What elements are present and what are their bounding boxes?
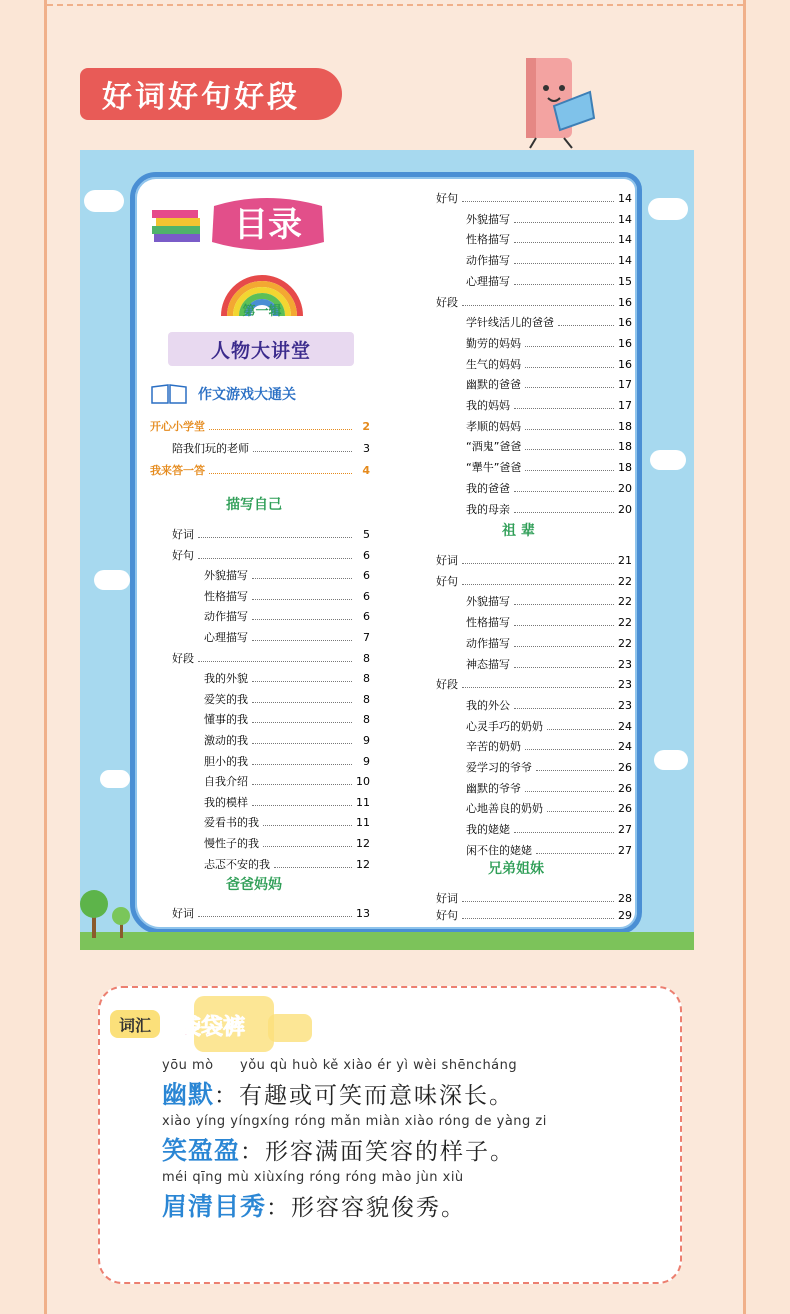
toc-entry-label: 好段 <box>436 678 458 692</box>
toc-leader-dots <box>462 901 614 902</box>
toc-entry-page: 22 <box>618 636 632 650</box>
toc-leader-dots <box>252 743 352 744</box>
toc-entry <box>204 856 370 870</box>
toc-entry-label: 好句 <box>436 909 458 922</box>
toc-entry-label: 忐忑不安的我 <box>204 857 270 871</box>
word-pinyin: méi qīng mù xiù <box>162 1170 275 1185</box>
vocab-word: 眉清目秀 <box>162 1192 267 1221</box>
toc-entry-page: 16 <box>618 295 632 309</box>
toc-entry-page: 13 <box>356 907 370 920</box>
vocab-entry <box>162 1058 517 1111</box>
toc-leader-dots <box>462 305 614 306</box>
toc-leader-dots <box>525 387 614 388</box>
toc-entry <box>466 593 632 607</box>
toc-entry <box>204 814 370 828</box>
toc-entry-label: 性格描写 <box>204 589 248 603</box>
toc-entry-label: 好段 <box>436 295 458 309</box>
toc-leader-dots <box>252 578 352 579</box>
toc-entry-label: 外貌描写 <box>204 569 248 583</box>
toc-entry-page: 26 <box>618 802 632 816</box>
toc-leader-dots <box>252 681 352 682</box>
toc-entry-label: 外貌描写 <box>466 212 510 226</box>
vocab-pinyin <box>162 1114 547 1129</box>
vocab-definition: ：有趣或可笑而意味深长。 <box>214 1083 515 1109</box>
toc-leader-dots <box>547 811 614 812</box>
toc-entry-label: 生气的妈妈 <box>466 357 521 371</box>
vocab-entry <box>162 1170 466 1223</box>
toc-entry-label: 动作描写 <box>466 636 510 650</box>
toc-entry-label: 辛苦的奶奶 <box>466 740 521 754</box>
vocab-pinyin <box>162 1170 466 1185</box>
toc-leader-dots <box>547 729 614 730</box>
toc-leader-dots <box>525 367 614 368</box>
open-book-icon <box>150 383 188 405</box>
toc-entry <box>466 780 632 794</box>
toc-entry-label: “酒鬼”爸爸 <box>466 440 522 454</box>
toc-entry-label: 好句 <box>436 574 458 588</box>
vocab-definition: ：形容满面笑容的样子。 <box>240 1139 516 1165</box>
vocab-word: 幽默 <box>162 1080 215 1109</box>
toc-entry-page: 9 <box>363 734 370 747</box>
toc-entry-page: 7 <box>363 631 370 644</box>
toc-leader-dots <box>252 784 352 785</box>
toc-entry-label: 我的母亲 <box>466 502 510 516</box>
grass-strip <box>80 932 694 950</box>
toc-entry-label: 胆小的我 <box>204 754 248 768</box>
tree-icon <box>80 880 140 940</box>
toc-entry-page: 20 <box>618 502 632 516</box>
toc-leader-dots <box>514 408 614 409</box>
toc-entry-label: 好词 <box>436 892 458 905</box>
toc-entry <box>466 718 632 732</box>
toc-entry <box>204 773 370 787</box>
toc-entry-page: 16 <box>618 316 632 330</box>
toc-entry-page: 6 <box>363 548 370 562</box>
toc-entry-label: 性格描写 <box>466 233 510 247</box>
toc-leader-dots <box>274 867 352 868</box>
toc-entry <box>204 794 370 808</box>
toc-leader-dots <box>514 646 614 647</box>
toc-leader-dots <box>462 687 614 688</box>
toc-entry-page: 28 <box>618 892 632 905</box>
toc-entry-page: 6 <box>363 589 370 603</box>
toc-entry-page: 14 <box>618 254 632 268</box>
toc-leader-dots <box>514 491 614 492</box>
toc-entry-label: 幽默的爸爸 <box>466 378 521 392</box>
toc-entry-page: 8 <box>363 672 370 686</box>
toc-entry-page: 24 <box>618 719 632 733</box>
toc-entry-page: 22 <box>618 595 632 609</box>
toc-entry-page: 18 <box>618 461 632 475</box>
toc-leader-dots <box>525 429 614 430</box>
toc-entry <box>436 890 632 904</box>
toc-entry-page: 26 <box>618 781 632 795</box>
toc-leader-dots <box>525 470 614 471</box>
toc-entry-label: 好词 <box>172 528 194 541</box>
vocab-pinyin <box>162 1058 517 1073</box>
toc-leader-dots <box>462 563 614 564</box>
toc-entry-label: 心理描写 <box>466 274 510 288</box>
toc-entry-page: 16 <box>618 357 632 371</box>
toc-entry <box>466 635 632 649</box>
toc-leader-dots <box>252 702 352 703</box>
toc-entry-page: 22 <box>618 616 632 630</box>
chapter-banner: 人物大讲堂 <box>168 332 354 366</box>
toc-entry-page: 29 <box>618 909 632 922</box>
toc-entry-label: 爱学习的爷爷 <box>466 761 532 774</box>
section-zubei: 祖 辈 <box>502 523 535 539</box>
section-baba-mama: 爸爸妈妈 <box>226 877 282 893</box>
toc-entry-page: 14 <box>618 192 632 205</box>
toc-entry-label: 学针线活儿的爸爸 <box>466 316 554 330</box>
toc-entry <box>204 732 370 746</box>
toc-entry <box>436 294 632 308</box>
toc-entry <box>436 190 632 204</box>
toc-leader-dots <box>252 619 352 620</box>
toc-entry-label: 闲不住的姥姥 <box>466 843 532 857</box>
toc-leader-dots <box>514 512 614 513</box>
toc-leader-dots <box>252 805 352 806</box>
toc-entry <box>466 501 632 515</box>
toc-entry-label: 我的外貌 <box>204 672 248 686</box>
toc-entry-page: 23 <box>618 657 632 671</box>
toc-entry-label: 我来答一答 <box>150 464 205 477</box>
toc-entry <box>466 459 632 473</box>
toc-entry <box>150 418 370 432</box>
toc-entry <box>204 629 370 643</box>
game-heading-label: 作文游戏大通关 <box>198 387 296 403</box>
toc-entry <box>436 573 632 587</box>
toc-entry-page: 2 <box>362 420 370 433</box>
toc-leader-dots <box>198 916 352 917</box>
toc-entry-page: 4 <box>362 464 370 477</box>
toc-entry-page: 12 <box>356 837 370 850</box>
toc-leader-dots <box>514 284 614 285</box>
toc-entry-label: 好句 <box>172 548 194 562</box>
vocab-badge <box>108 992 318 1056</box>
toc-entry-page: 14 <box>618 233 632 247</box>
toc-entry <box>466 438 632 452</box>
reading-book-mascot-icon <box>516 54 600 150</box>
toc-entry-label: 孝顺的妈妈 <box>466 419 521 433</box>
toc-entry-label: 我的模样 <box>204 795 248 809</box>
toc-entry-label: 动作描写 <box>466 254 510 268</box>
toc-entry-page: 14 <box>618 212 632 226</box>
toc-entry-page: 8 <box>363 713 370 727</box>
toc-entry <box>466 614 632 628</box>
toc-entry <box>466 656 632 670</box>
toc-entry <box>204 670 370 684</box>
toc-leader-dots <box>198 558 352 559</box>
toc-entry <box>436 907 632 921</box>
toc-leader-dots <box>514 604 614 605</box>
toc-leader-dots <box>263 825 352 826</box>
toc-leader-dots <box>252 640 352 641</box>
toc-entry <box>466 252 632 266</box>
toc-entry-page: 15 <box>618 274 632 288</box>
toc-leader-dots <box>525 791 614 792</box>
toc-entry-page: 8 <box>363 692 370 706</box>
toc-leader-dots <box>198 537 352 538</box>
toc-leader-dots <box>209 473 352 474</box>
toc-entry <box>204 691 370 705</box>
vocab-line <box>162 1187 466 1223</box>
toc-entry-label: 心理描写 <box>204 631 248 644</box>
toc-entry-page: 11 <box>356 795 370 809</box>
toc-leader-dots <box>253 451 352 452</box>
toc-entry <box>466 231 632 245</box>
toc-entry-page: 27 <box>618 823 632 837</box>
mulu-heading <box>206 194 330 254</box>
toc-entry-label: 我的外公 <box>466 698 510 712</box>
toc-entry-page: 18 <box>618 419 632 433</box>
toc-entry-page: 22 <box>618 574 632 588</box>
toc-entry <box>466 314 632 328</box>
toc-leader-dots <box>514 625 614 626</box>
toc-entry-label: 好词 <box>172 907 194 920</box>
toc-entry-label: 陪我们玩的老师 <box>172 442 249 455</box>
toc-leader-dots <box>462 201 614 202</box>
toc-entry <box>172 547 370 561</box>
toc-entry-label: “犟牛”爸爸 <box>466 461 522 475</box>
toc-leader-dots <box>263 846 352 847</box>
toc-entry-label: 好词 <box>436 554 458 567</box>
toc-entry-label: 激动的我 <box>204 734 248 747</box>
toc-entry <box>466 397 632 411</box>
toc-entry-label: 性格描写 <box>466 616 510 630</box>
word-pinyin: xiào yíng yíng <box>162 1114 261 1129</box>
toc-entry <box>466 842 632 856</box>
toc-entry <box>172 905 370 919</box>
toc-entry-page: 18 <box>618 440 632 454</box>
toc-entry-page: 27 <box>618 843 632 857</box>
vocab-entry <box>162 1114 547 1167</box>
toc-entry-label: 爱看书的我 <box>204 816 259 830</box>
toc-entry-label: 开心小学堂 <box>150 420 205 433</box>
toc-entry-label: 好句 <box>436 192 458 205</box>
toc-leader-dots <box>514 667 614 668</box>
toc-entry <box>172 650 370 664</box>
toc-entry-label: 外貌描写 <box>466 595 510 609</box>
toc-entry <box>466 697 632 711</box>
toc-entry <box>466 335 632 349</box>
vocab-badge-prefix: 词汇 <box>118 1016 152 1035</box>
toc-leader-dots <box>462 918 614 919</box>
toc-entry <box>172 526 370 540</box>
toc-entry-label: 神态描写 <box>466 657 510 671</box>
toc-leader-dots <box>252 722 352 723</box>
toc-entry <box>466 759 632 773</box>
toc-entry-page: 16 <box>618 336 632 350</box>
toc-entry-page: 11 <box>356 816 370 830</box>
toc-entry <box>466 821 632 835</box>
toc-entry-label: 幽默的爷爷 <box>466 781 521 795</box>
mulu-text: 目录 <box>234 205 302 245</box>
toc-entry <box>466 376 632 390</box>
toc-entry-label: 好段 <box>172 651 194 665</box>
toc-entry <box>466 800 632 814</box>
toc-entry <box>172 440 370 454</box>
toc-entry <box>436 676 632 690</box>
toc-entry <box>466 273 632 287</box>
toc-entry-page: 23 <box>618 698 632 712</box>
toc-leader-dots <box>252 764 352 765</box>
toc-entry <box>150 462 370 476</box>
vocab-badge-title: 袋袋裤 <box>178 1015 246 1040</box>
toc-entry <box>204 835 370 849</box>
definition-pinyin: yǒu qù huò kě xiào ér yì wèi shēncháng <box>240 1058 518 1073</box>
toc-leader-dots <box>252 599 352 600</box>
toc-entry-label: 慢性子的我 <box>204 837 259 850</box>
toc-entry-page: 6 <box>363 569 370 583</box>
toc-entry-label: 我的爸爸 <box>466 481 510 495</box>
toc-entry-page: 10 <box>356 775 370 789</box>
toc-entry-page: 9 <box>363 754 370 768</box>
toc-leader-dots <box>525 449 614 450</box>
toc-entry-label: 动作描写 <box>204 610 248 624</box>
toc-leader-dots <box>558 325 614 326</box>
toc-leader-dots <box>514 263 614 264</box>
toc-entry-label: 心灵手巧的奶奶 <box>466 719 543 733</box>
section-title: 好词好句好段 <box>80 68 342 120</box>
toc-entry-page: 21 <box>618 554 632 567</box>
toc-entry-page: 24 <box>618 740 632 754</box>
toc-entry <box>466 480 632 494</box>
toc-entry <box>466 418 632 432</box>
toc-entry-page: 17 <box>618 378 632 392</box>
toc-entry-page: 3 <box>363 442 370 455</box>
toc-entry-page: 6 <box>363 610 370 624</box>
vocab-word: 笑盈盈 <box>162 1136 241 1165</box>
toc-leader-dots <box>536 770 614 771</box>
toc-entry <box>204 711 370 725</box>
toc-entry-page: 20 <box>618 481 632 495</box>
toc-entry-page: 5 <box>363 528 370 541</box>
vocab-line <box>162 1131 547 1167</box>
toc-entry-label: 自我介绍 <box>204 775 248 789</box>
toc-entry-page: 26 <box>618 761 632 774</box>
toc-entry-label: 爱笑的我 <box>204 692 248 706</box>
toc-leader-dots <box>209 429 352 430</box>
toc-entry <box>204 567 370 581</box>
toc-leader-dots <box>462 584 614 585</box>
toc-entry-label: 心地善良的奶奶 <box>466 802 543 816</box>
stacked-books-icon <box>150 206 206 246</box>
game-heading <box>150 382 296 406</box>
toc-entry-page: 17 <box>618 399 632 412</box>
toc-entry <box>204 753 370 767</box>
vocab-line <box>162 1075 517 1111</box>
toc-leader-dots <box>198 661 352 662</box>
toc-entry <box>204 608 370 622</box>
toc-leader-dots <box>514 222 614 223</box>
toc-entry <box>466 211 632 225</box>
toc-entry-page: 8 <box>363 651 370 665</box>
definition-pinyin: xíng róng róng mào jùn xiù <box>274 1170 464 1185</box>
toc-leader-dots <box>525 346 614 347</box>
word-pinyin: yōu mò <box>162 1058 214 1073</box>
section-miaoxie-ziji: 描写自己 <box>226 497 282 513</box>
toc-entry <box>436 552 632 566</box>
vocab-definition: ：形容容貌俊秀。 <box>266 1195 467 1221</box>
toc-entry-label: 懂事的我 <box>204 713 248 727</box>
toc-entry <box>204 588 370 602</box>
definition-pinyin: xíng róng mǎn miàn xiào róng de yàng zi <box>260 1114 547 1129</box>
toc-leader-dots <box>514 832 614 833</box>
toc-leader-dots <box>536 853 614 854</box>
toc-entry-label: 勤劳的妈妈 <box>466 336 521 350</box>
toc-leader-dots <box>525 749 614 750</box>
toc-leader-dots <box>514 242 614 243</box>
toc-entry-page: 12 <box>356 857 370 871</box>
volume-label: 第一辑 <box>242 304 282 319</box>
toc-entry-page: 23 <box>618 678 632 692</box>
toc-leader-dots <box>514 708 614 709</box>
toc-entry <box>466 738 632 752</box>
toc-entry <box>466 356 632 370</box>
toc-entry-label: 我的妈妈 <box>466 399 510 412</box>
section-xiongdi-jiemei: 兄弟姐妹 <box>488 861 544 877</box>
toc-entry-label: 我的姥姥 <box>466 823 510 837</box>
